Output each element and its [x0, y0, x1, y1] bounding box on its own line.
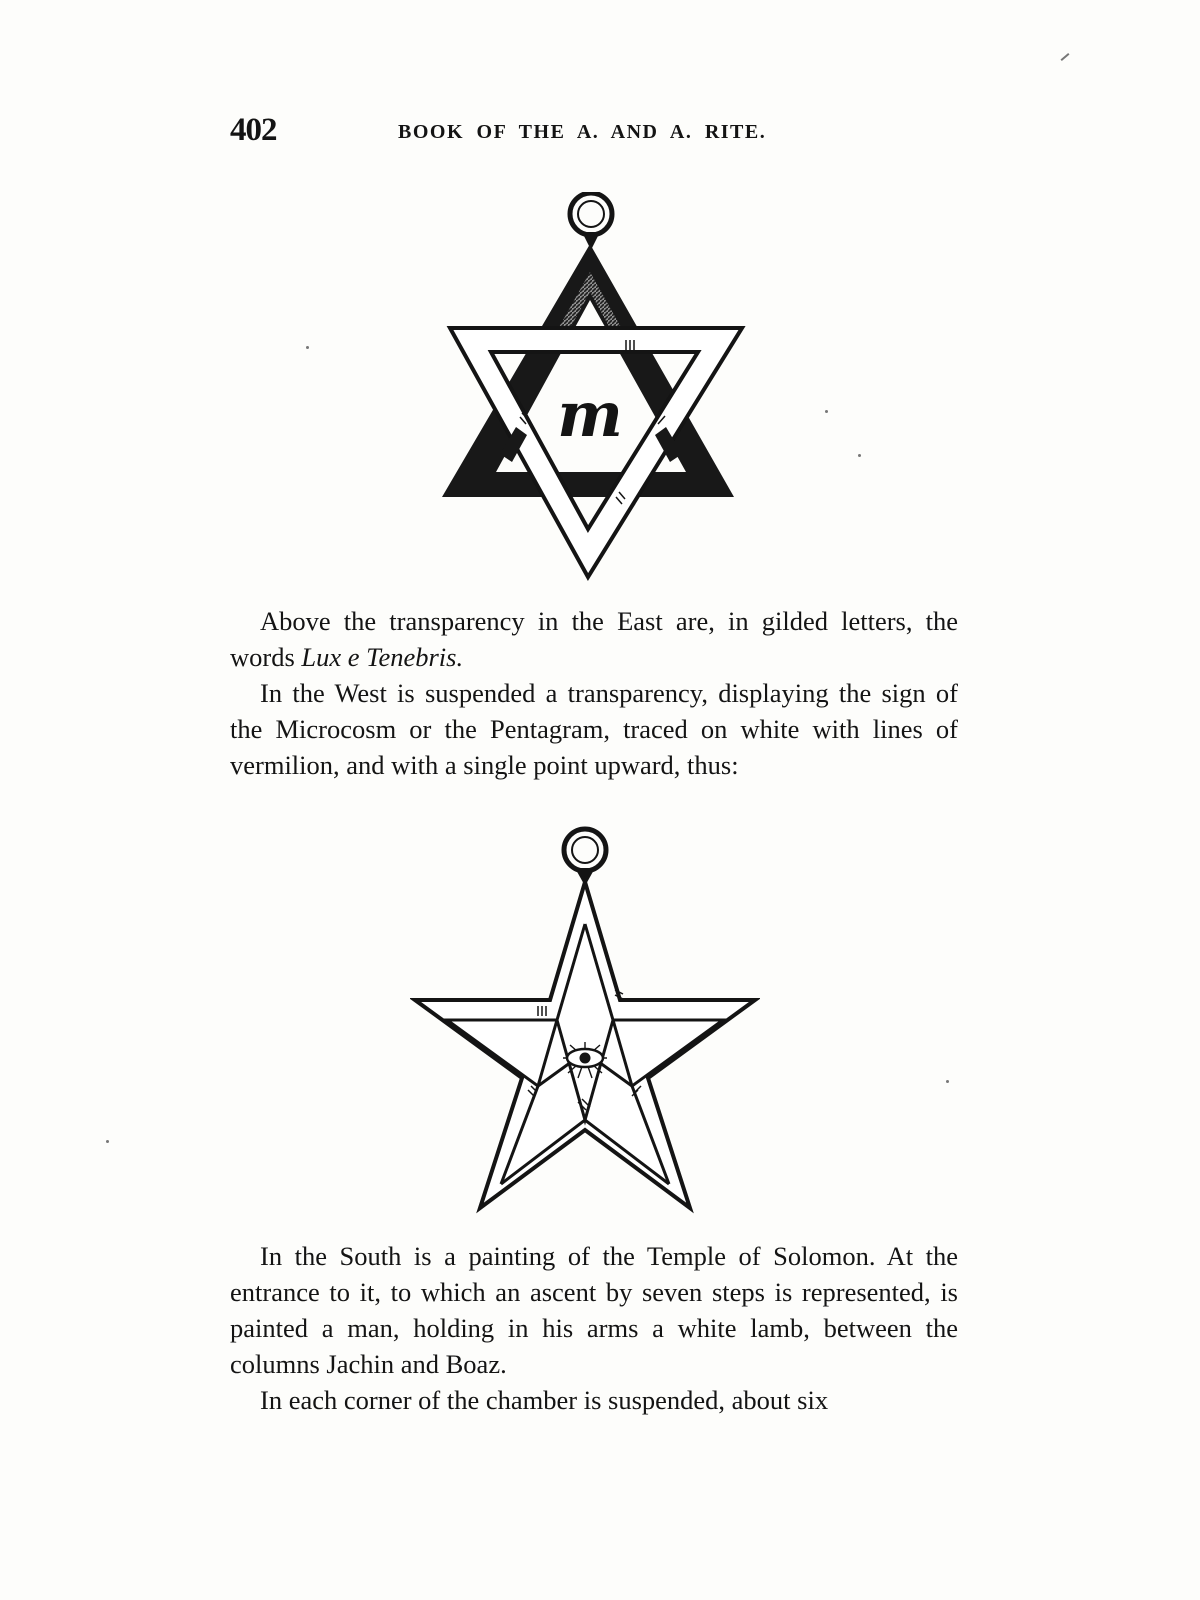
- scan-speck: [946, 1080, 949, 1083]
- paragraph-east-text: Above the transparency in the East are, in gilded letters, the words: [230, 606, 958, 672]
- text-block-lower: [230, 1238, 958, 1418]
- text-block-upper: [230, 603, 958, 783]
- hexagram-icon: [436, 192, 746, 592]
- paragraph-south: In the South is a painting of the Temple of Solomon. At the entrance to it, to which an ascent by seven steps is represented, is painted a man, holding in his arms a white lamb, between the columns Jachin and Boaz.: [230, 1241, 958, 1379]
- hexagram-figure: [436, 192, 746, 592]
- page-number: 402: [230, 112, 277, 148]
- scan-speck: [106, 1140, 109, 1143]
- running-head: BOOK OF THE A. AND A. RITE.: [398, 121, 767, 143]
- pentagram-figure: [410, 820, 760, 1220]
- scan-speck: [825, 410, 828, 413]
- pentagram-icon: [410, 820, 760, 1220]
- hexagram-monogram: m: [557, 378, 623, 451]
- paragraph-east: [230, 603, 958, 675]
- motto-italic: Lux e Tenebris.: [301, 642, 464, 672]
- scan-speck: [1061, 53, 1070, 61]
- scan-speck: [306, 346, 309, 349]
- running-header: [230, 112, 960, 152]
- paragraph-corners: In each corner of the chamber is suspended, about six: [260, 1385, 829, 1415]
- scan-speck: [858, 454, 861, 457]
- paragraph-west: In the West is suspended a transparency, displaying the sign of the Microcosm or the Pentagram, traced on white with lines of vermilion, and with a single point upward, thus:: [230, 678, 958, 780]
